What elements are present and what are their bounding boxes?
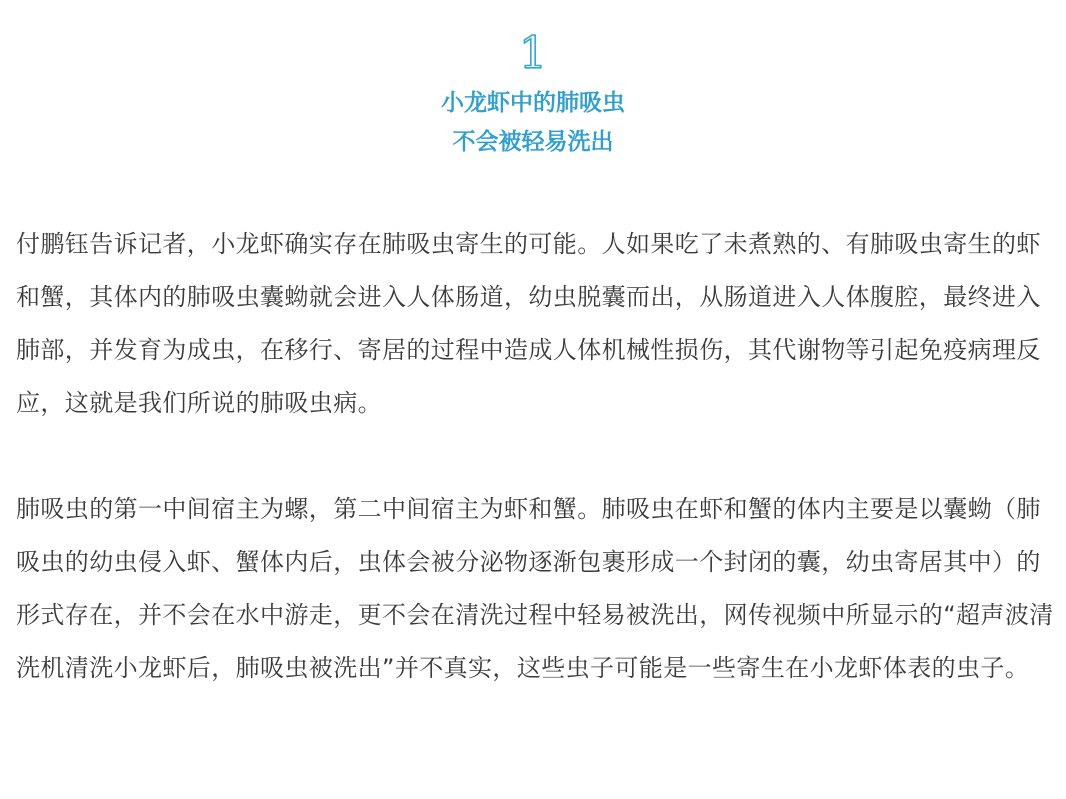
paragraph-2: 肺吸虫的第一中间宿主为螺，第二中间宿主为虾和蟹。肺吸虫在虾和蟹的体内主要是以囊蚴（肺吸虫的幼虫侵入虾、蟹体内后，虫体会被分泌物逐渐包裹形成一个封闭的囊，幼虫寄居其中）的形式存在，并不会在水中游走，更不会在清洗过程中轻易被洗出，网传视频中所显示的“超声波清洗机清洗小龙虾后，肺吸虫被洗出”并不真实，这些虫子可能是一些寄生在小龙虾体表的虫子。 [16,495,1054,682]
article-body [16,218,1056,695]
section-title [0,84,1066,162]
paragraph-1: 付鹏钰告诉记者，小龙虾确实存在肺吸虫寄生的可能。人如果吃了未煮熟的、有肺吸虫寄生的虾和蟹，其体内的肺吸虫囊蚴就会进入人体肠道，幼虫脱囊而出，从肠道进入人体腹腔，最终进入肺部，并发育为成虫，在移行、寄居的过程中造成人体机械性损伤，其代谢物等引起免疫病理反应，这就是我们所说的肺吸虫病。 [16,230,1041,417]
section-title-line-1: 小龙虾中的肺吸虫 [441,90,625,116]
section-number: 1 [519,28,547,79]
section-title-line-2: 不会被轻易洗出 [452,129,614,155]
section-header [0,28,1066,162]
